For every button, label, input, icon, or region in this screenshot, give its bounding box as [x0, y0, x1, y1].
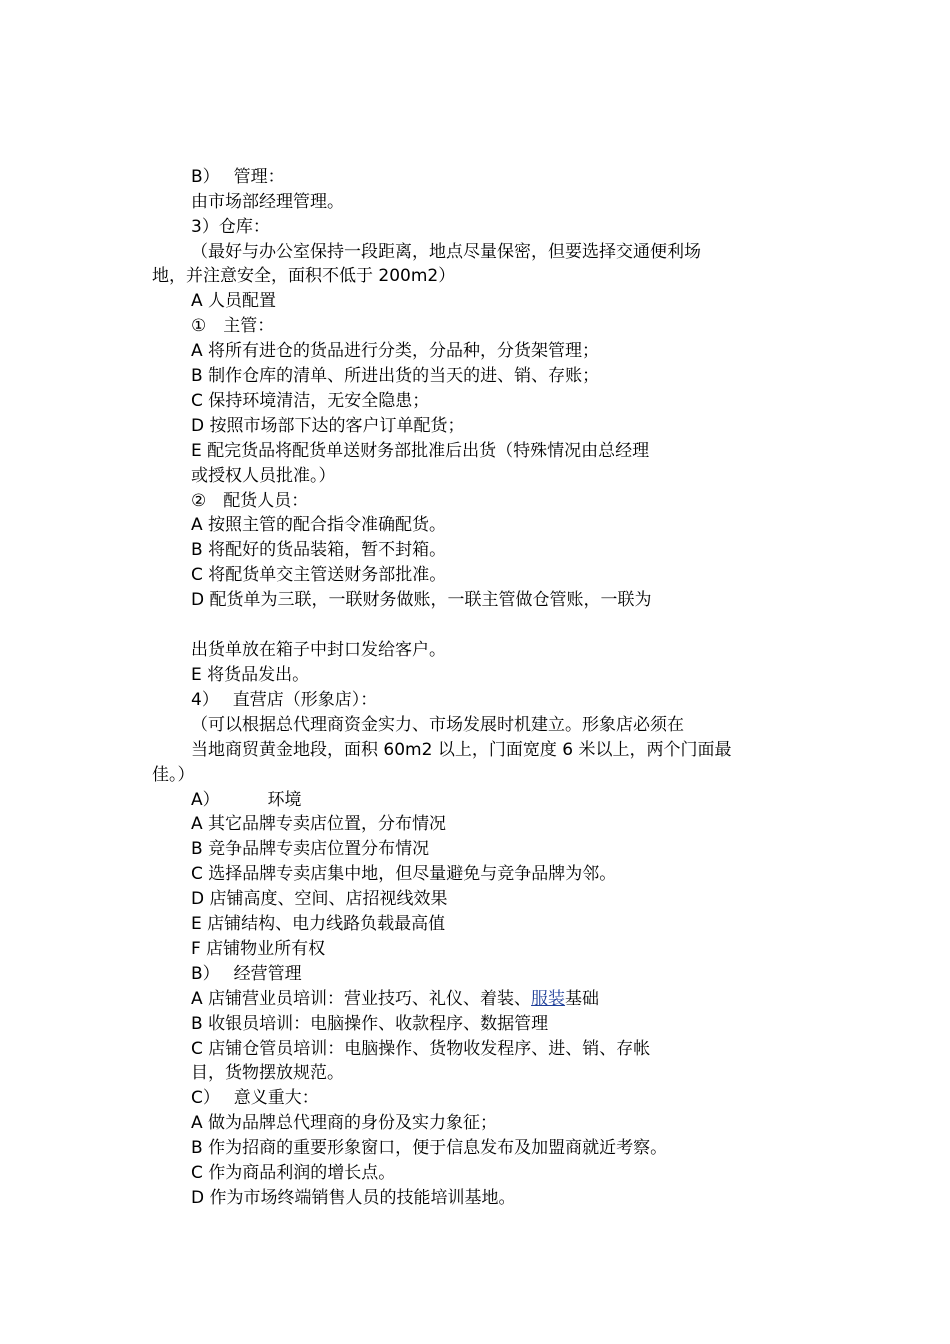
heading-staffing: A 人员配置 [191, 291, 277, 311]
list-item: E 店铺结构、电力线路负载最高值 [191, 914, 446, 934]
list-item: D 店铺高度、空间、店招视线效果 [191, 889, 448, 909]
clothing-link[interactable]: 服装 [531, 989, 566, 1009]
list-item: D 配货单为三联，一联财务做账，一联主管做仓管账，一联为 [191, 590, 652, 610]
list-item: C 保持环境清洁，无安全隐患； [191, 391, 430, 411]
text-line: （最好与办公室保持一段距离，地点尽量保密，但要选择交通便利场 [191, 242, 701, 262]
text-line: 佳。） [152, 765, 195, 785]
text-span: 基础 [565, 989, 600, 1009]
list-item: C 将配货单交主管送财务部批准。 [191, 565, 447, 585]
list-item: C 店铺仓管员培训：电脑操作、货物收发程序、进、销、存帐 [191, 1039, 651, 1059]
text-line: 由市场部经理管理。 [191, 192, 344, 212]
list-item [191, 988, 599, 1010]
list-item: F 店铺物业所有权 [191, 939, 326, 959]
heading-environment: A） 环境 [191, 790, 302, 810]
text-line: 地，并注意安全，面积不低于 200m2） [152, 266, 456, 286]
list-item: B 作为招商的重要形象窗口，便于信息发布及加盟商就近考察。 [191, 1138, 668, 1158]
list-item: A 做为品牌总代理商的身份及实力象征； [191, 1113, 498, 1133]
list-item: E 配完货品将配货单送财务部批准后出货（特殊情况由总经理 [191, 441, 650, 461]
heading-significance: C） 意义重大： [191, 1088, 319, 1108]
list-item: D 作为市场终端销售人员的技能培训基地。 [191, 1188, 516, 1208]
list-item: C 作为商品利润的增长点。 [191, 1163, 396, 1183]
list-item: B 将配好的货品装箱，暂不封箱。 [191, 540, 447, 560]
text-span: A 店铺营业员培训：营业技巧、礼仪、着装、 [191, 989, 532, 1009]
heading-warehouse: 3）仓库： [191, 217, 270, 237]
list-item: B 竞争品牌专卖店位置分布情况 [191, 839, 430, 859]
text-line: 或授权人员批准。） [191, 466, 336, 486]
heading-direct-store: 4） 直营店（形象店）： [191, 690, 378, 710]
heading-operations: B） 经营管理 [191, 964, 302, 984]
list-item: C 选择品牌专卖店集中地，但尽量避免与竞争品牌为邻。 [191, 864, 617, 884]
list-item: B 收银员培训：电脑操作、收款程序、数据管理 [191, 1014, 549, 1034]
heading-b-management: B） 管理： [191, 167, 285, 187]
text-line: 目，货物摆放规范。 [191, 1063, 344, 1083]
list-item: A 将所有进仓的货品进行分类，分品种，分货架管理； [191, 341, 600, 361]
list-item: A 其它品牌专卖店位置，分布情况 [191, 814, 447, 834]
heading-distribution-staff: ② 配货人员： [191, 491, 309, 511]
list-item: E 将货品发出。 [191, 665, 310, 685]
list-item: A 按照主管的配合指令准确配货。 [191, 515, 447, 535]
list-item: B 制作仓库的清单、所进出货的当天的进、销、存账； [191, 366, 600, 386]
list-item: D 按照市场部下达的客户订单配货； [191, 416, 465, 436]
heading-supervisor: ① 主管： [191, 316, 275, 336]
text-line: 出货单放在箱子中封口发给客户。 [191, 640, 446, 660]
text-line: 当地商贸黄金地段，面积 60m2 以上，门面宽度 6 米以上，两个门面最 [191, 740, 732, 760]
text-line: （可以根据总代理商资金实力、市场发展时机建立。形象店必须在 [191, 715, 684, 735]
